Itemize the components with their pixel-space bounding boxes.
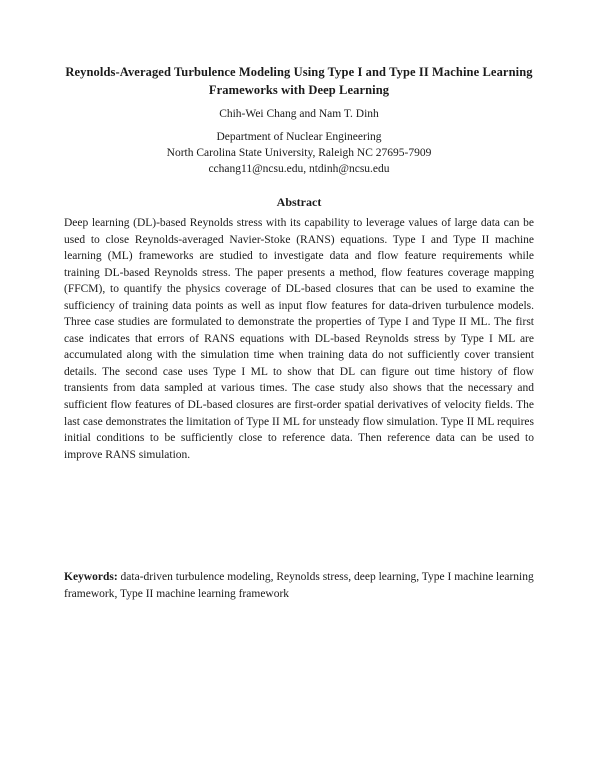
paper-authors: Chih-Wei Chang and Nam T. Dinh	[219, 108, 379, 120]
abstract-text: Deep learning (DL)-based Reynolds stress with its capability to leverage values of large data can be used to close Reynolds-averaged Navier-Stoke (RANS) equations. Type I and Type II machine learning (ML) frameworks are studied to investigate data and flow feature requirements while training DL-based Reynolds stress. The paper presents a method, flow features coverage mapping (FFCM), to quantify the physics coverage of DL-based closures that can be used to examine the sufficiency of training data points as well as input flow features for data-driven turbulence models. Three case studies are formulated to demonstrate the properties of Type I and Type II ML. The first case indicates that errors of RANS equations with DL-based Reynolds stress by Type I ML are accumulated along with the simulation time when training data do not sufficiently cover transient details. The second case uses Type I ML to show that DL can figure out time history of flow transients from data sampled at various times. The case study also shows that the necessary and sufficient flow features of DL-based closures are first-order spatial derivatives of velocity fields. The last case demonstrates the limitation of Type II ML for unsteady flow simulation. Type II ML requires initial conditions to be sufficiently close to reference data. Then reference data can be used to improve RANS simulation.	[64, 217, 534, 461]
affiliation-block	[64, 129, 534, 177]
affiliation-university: North Carolina State University, Raleigh NC 27695-7909	[166, 147, 432, 159]
paper-title: Reynolds-Averaged Turbulence Modeling Using Type I and Type II Machine Learning Frameworks with Deep Learning	[65, 65, 533, 97]
keywords-text: data-driven turbulence modeling, Reynolds stress, deep learning, Type I machine learning framework, Type II machine learning framework	[64, 571, 534, 601]
affiliation-emails: cchang11@ncsu.edu, ntdinh@ncsu.edu	[208, 163, 390, 175]
affiliation-department: Department of Nuclear Engineering	[216, 131, 382, 143]
abstract-heading: Abstract	[276, 195, 322, 209]
keywords-line	[64, 569, 534, 603]
keywords-label: Keywords:	[64, 571, 118, 584]
